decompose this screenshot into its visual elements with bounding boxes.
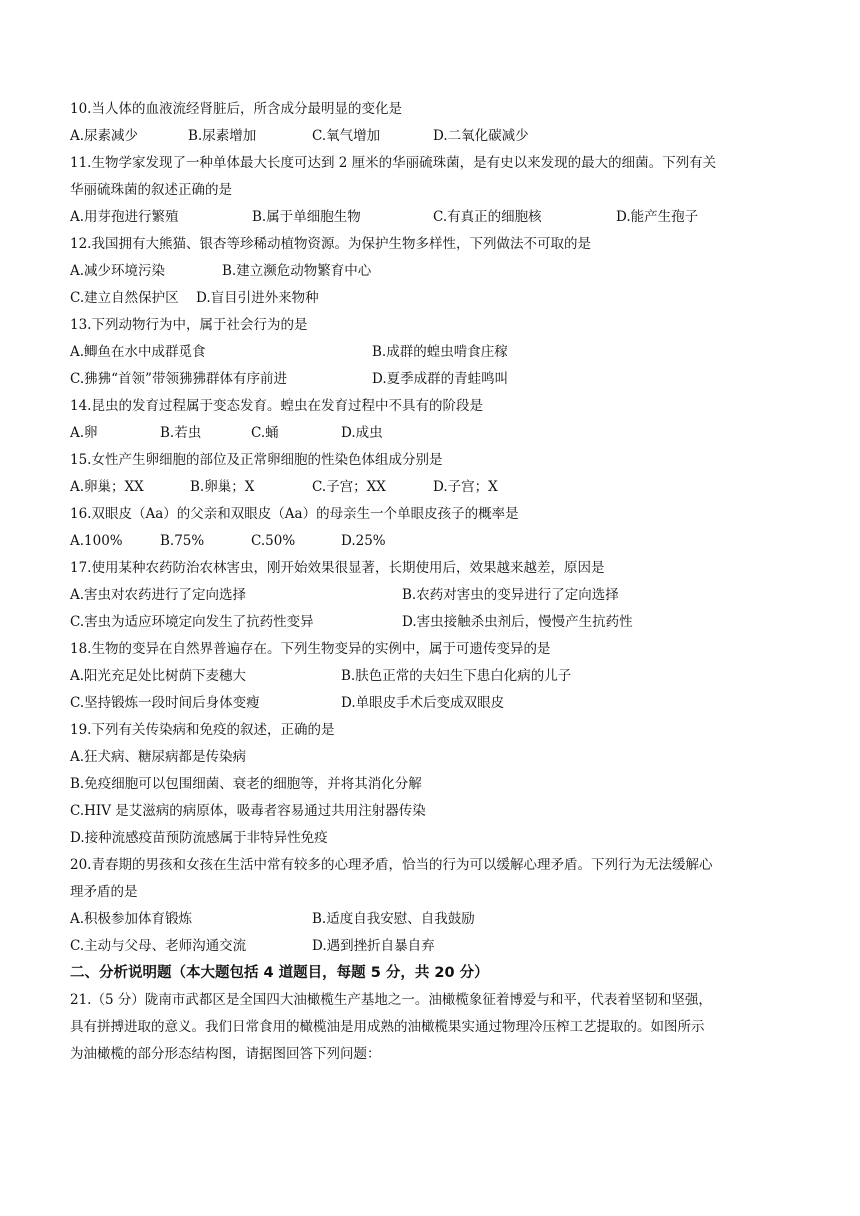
question-13-option-a: A.鲫鱼在水中成群觅食 [70,344,206,360]
question-11-option-a: A.用芽孢进行繁殖 [70,209,179,225]
question-19-stem: 19.下列有关传染病和免疫的叙述，正确的是 [70,722,335,738]
question-13-stem: 13.下列动物行为中，属于社会行为的是 [70,317,308,333]
question-15-option-b: B.卵巢；X [190,479,255,495]
question-12-stem: 12.我国拥有大熊猫、银杏等珍稀动植物资源。为保护生物多样性，下列做法不可取的是 [70,236,591,252]
question-18-stem: 18.生物的变异在自然界普遍存在。下列生物变异的实例中，属于可遗传变异的是 [70,641,551,657]
question-12-option-d: D.盲目引进外来物种 [196,290,319,306]
question-19-option-c: C.HIV 是艾滋病的病原体，吸毒者容易通过共用注射器传染 [70,803,426,819]
question-10-stem: 10.当人体的血液流经肾脏后，所含成分最明显的变化是 [70,101,402,117]
question-14-stem: 14.昆虫的发育过程属于变态发育。蝗虫在发育过程中不具有的阶段是 [70,398,483,414]
question-17-option-b: B.农药对害虫的变异进行了定向选择 [402,587,619,603]
question-18-option-d: D.单眼皮手术后变成双眼皮 [341,695,505,711]
question-14-option-b: B.若虫 [160,425,202,441]
question-10-option-d: D.二氧化碳减少 [433,128,529,144]
question-12-option-a: A.减少环境污染 [70,263,166,279]
question-11-option-d: D.能产生孢子 [616,209,699,225]
question-17-option-d: D.害虫接触杀虫剂后，慢慢产生抗药性 [402,614,633,630]
question-10-option-c: C.氧气增加 [312,128,381,144]
question-20-stem-line2: 理矛盾的是 [70,884,138,900]
question-10-option-a: A.尿素减少 [70,128,139,144]
question-13-option-d: D.夏季成群的青蛙鸣叫 [372,371,509,387]
question-16-option-c: C.50% [251,533,296,549]
question-15-option-a: A.卵巢；XX [70,479,144,495]
question-18-option-b: B.肤色正常的夫妇生下患白化病的儿子 [341,668,572,684]
question-16-stem: 16.双眼皮（Aa）的父亲和双眼皮（Aa）的母亲生一个单眼皮孩子的概率是 [70,506,519,522]
question-20-stem-line1: 20.青春期的男孩和女孩在生活中常有较多的心理矛盾，恰当的行为可以缓解心理矛盾。下列行为无法缓解心 [70,857,713,873]
question-14-option-a: A.卵 [70,425,98,441]
question-15-stem: 15.女性产生卵细胞的部位及正常卵细胞的性染色体组成分别是 [70,452,443,468]
question-14-option-c: C.蛹 [251,425,279,441]
question-16-option-a: A.100% [70,533,123,549]
question-20-option-b: B.适度自我安慰、自我鼓励 [312,911,475,927]
question-21-line1: 21.（5 分）陇南市武都区是全国四大油橄榄生产基地之一。油橄榄象征着博爱与和平，代表着坚韧和坚强， [70,992,712,1008]
question-17-stem: 17.使用某种农药防治农林害虫，刚开始效果很显著，长期使用后，效果越来越差，原因是 [70,560,605,576]
question-10-option-b: B.尿素增加 [188,128,257,144]
question-11-option-b: B.属于单细胞生物 [252,209,361,225]
question-16-option-d: D.25% [341,533,386,549]
question-20-option-a: A.积极参加体育锻炼 [70,911,193,927]
question-12-option-b: B.建立濒危动物繁育中心 [222,263,372,279]
question-13-option-c: C.狒狒“首领”带领狒狒群体有序前进 [70,371,287,387]
question-11-stem-line1: 11.生物学家发现了一种单体最大长度可达到 2 厘米的华丽硫珠菌，是有史以来发现的最大的细菌。下列有关 [70,155,717,171]
question-15-option-d: D.子宫；X [433,479,498,495]
question-17-option-a: A.害虫对农药进行了定向选择 [70,587,247,603]
question-17-option-c: C.害虫为适应环境定向发生了抗药性变异 [70,614,314,630]
question-15-option-c: C.子宫；XX [312,479,386,495]
question-20-option-c: C.主动与父母、老师沟通交流 [70,938,247,954]
question-18-option-c: C.坚持锻炼一段时间后身体变瘦 [70,695,260,711]
question-21-line3: 为油橄榄的部分形态结构图，请据图回答下列问题： [70,1046,381,1062]
question-20-option-d: D.遇到挫折自暴自弃 [312,938,435,954]
question-19-option-b: B.免疫细胞可以包围细菌、衰老的细胞等，并将其消化分解 [70,776,422,792]
question-18-option-a: A.阳光充足处比树荫下麦穗大 [70,668,247,684]
question-19-option-d: D.接种流感疫苗预防流感属于非特异性免疫 [70,830,328,846]
question-19-option-a: A.狂犬病、糖尿病都是传染病 [70,749,247,765]
question-13-option-b: B.成群的蝗虫啃食庄稼 [372,344,508,360]
question-11-stem-line2: 华丽硫珠菌的叙述正确的是 [70,182,232,198]
question-11-option-c: C.有真正的细胞核 [433,209,542,225]
question-21-line2: 具有拼搏进取的意义。我们日常食用的橄榄油是用成熟的油橄榄果实通过物理冷压榨工艺提取的。如图所示 [70,1019,705,1035]
section-2-heading: 二、分析说明题（本大题包括 4 道题目，每题 5 分，共 20 分） [70,965,489,981]
question-14-option-d: D.成虫 [341,425,383,441]
question-12-option-c: C.建立自然保护区 [70,290,179,306]
question-16-option-b: B.75% [160,533,205,549]
